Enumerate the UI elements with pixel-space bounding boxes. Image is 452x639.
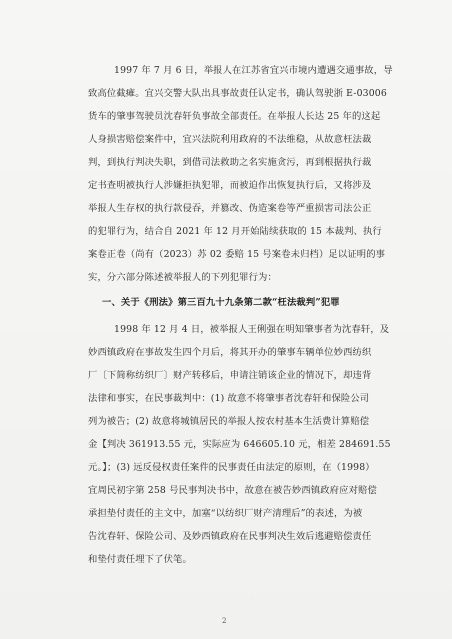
text-line: 妙西镇政府在事故发生四个月后，将其开办的肇事车辆单位妙西纺织 [88,347,372,358]
text-line: 实，分六部分陈述被举报人的下列犯罪行为： [88,272,277,283]
text-line: 列为被告；(2) 故意将城镇居民的举报人按农村基本生活费计算赔偿 [88,416,370,427]
text-line: 金【判决 361913.55 元，实际应为 646605.10 元，相差 284691.55 [88,439,391,450]
text-line: 举报人生存权的执行款侵吞，并篡改、伪造案卷等严重损害司法公正 [88,203,372,214]
page-number: 2 [222,617,227,625]
text-line: 承担垫付责任的主文中，加塞“以纺织厂财产清理后”的表述，为被 [88,508,363,519]
text-line: 宜周民初字第 258 号民事判决书中，故意在被告妙西镇政府应对赔偿 [88,485,377,496]
text-line: 人身损害赔偿案件中，宜兴法院利用政府的不法维稳，从故意枉法裁 [88,134,372,145]
text-line: 法律和事实，在民事裁判中：(1) 故意不将肇事者沈春轩和保险公司 [88,393,370,404]
text-line: 的犯罪行为，结合自 2021 年 12 月开始陆续获取的 15 本裁判、执行 [88,226,382,237]
text-line: 和垫付责任埋下了伏笔。 [88,554,192,565]
text-line: 判，到执行判决失职，到借司法救助之名实施贪污，再到根据执行裁 [88,157,372,168]
section-heading: 一、关于《刑法》第三百九十九条第二款“枉法裁判”犯罪 [102,297,340,308]
text-line: 1997 年 7 月 6 日，举报人在江苏省宜兴市境内遭遇交通事故，导 [114,65,393,76]
text-line: 货车的肇事驾驶员沈春轩负事故全部责任。在举报人长达 25 年的这起 [88,111,381,122]
text-line: 致高位截瘫。宜兴交警大队出具事故责任认定书，确认驾驶浙 E-03006 [88,88,387,99]
text-line: 告沈春轩、保险公司、及妙西镇政府在民事判决生效后逃避赔偿责任 [88,531,372,542]
text-line: 元。】；(3) 远反侵权责任案件的民事责任由法定的原则，在（1998） [88,462,375,473]
text-line: 1998 年 12 月 4 日，被举报人王俐强在明知肇事者为沈春轩，及 [114,324,390,335]
text-line: 案卷正卷（尚有（2023）苏 02 委赔 15 号案卷未归档）足以证明的事 [88,249,386,260]
text-line: 定书查明被执行人涉嫌拒执犯罪，而被迫作出恢复执行后，又将涉及 [88,180,372,191]
text-line: 厂〔下简称纺织厂〕财产转移后，申请注销该企业的情况下，却违背 [88,370,372,381]
